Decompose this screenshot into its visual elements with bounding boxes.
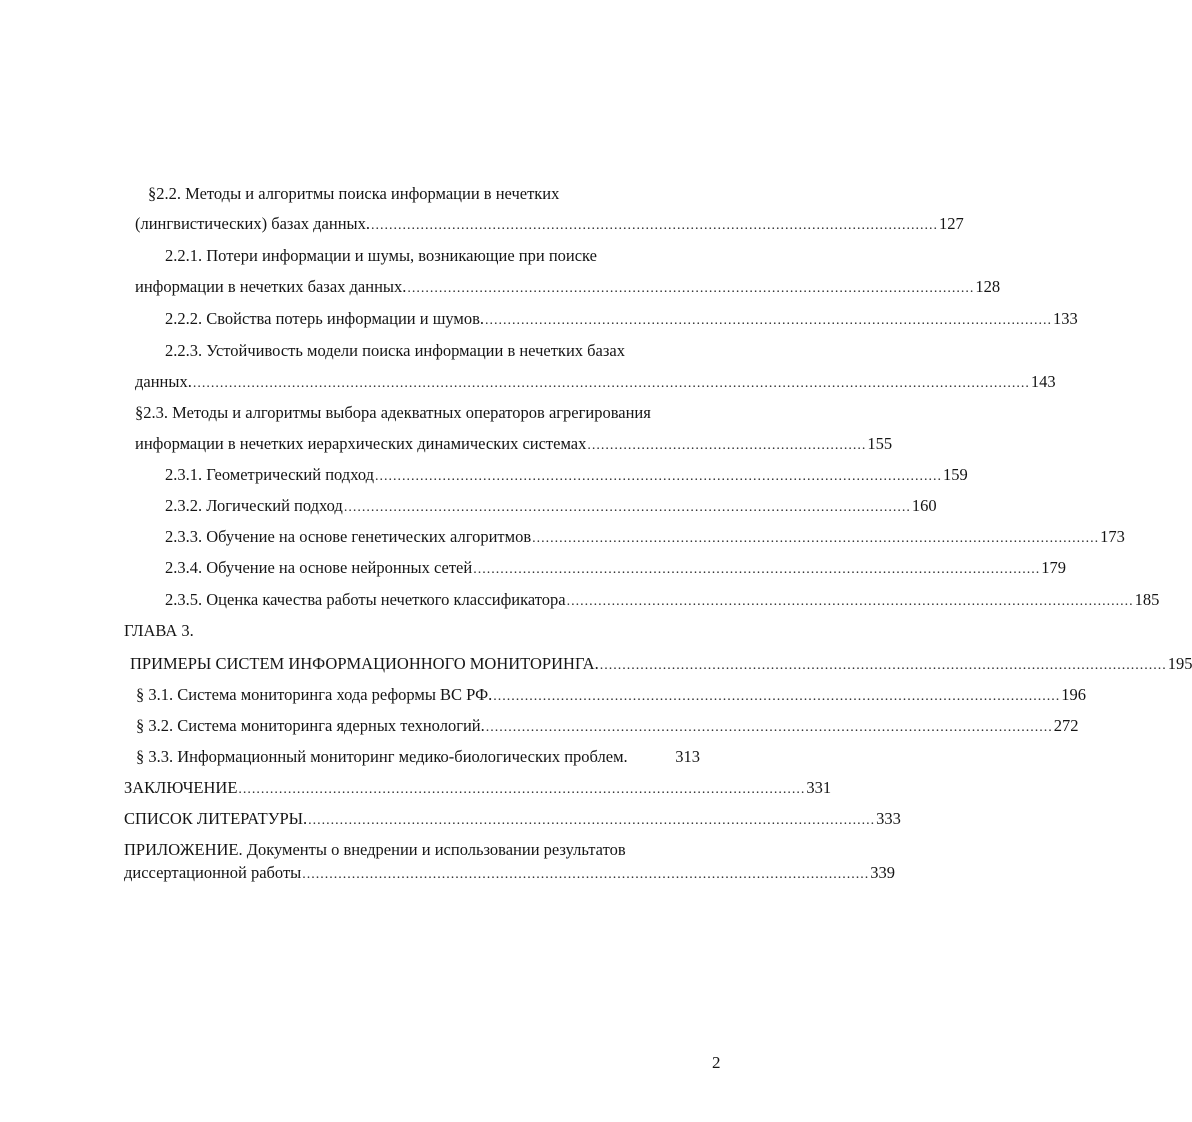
toc-entry-text: 2.2.1. Потери информации и шумы, возникающие при поиске — [165, 246, 597, 265]
toc-entry-text: ПРИМЕРЫ СИСТЕМ ИНФОРМАЦИОННОГО МОНИТОРИНГА. — [130, 654, 599, 673]
dot-leader: .............................................................................................................................. — [473, 562, 1041, 577]
toc-entry-text: ПРИЛОЖЕНИЕ. Документы о внедрении и использовании результатов — [124, 840, 626, 859]
toc-entry-page: 128 — [975, 277, 1001, 296]
toc-entry-page: 159 — [943, 465, 968, 484]
dot-leader: .............................................................................................................................. — [371, 218, 938, 233]
dot-leader: .............................................................................................................................. — [407, 281, 975, 296]
toc-entry-page: 127 — [939, 214, 964, 233]
toc-entry-2-2-1-line1 — [165, 246, 597, 266]
toc-entry-page: 173 — [1100, 527, 1125, 546]
toc-entry-text: § 3.3. Информационный мониторинг медико-биологических проблем. — [136, 747, 628, 766]
toc-entry-2-2-1-line2 — [135, 277, 1001, 297]
toc-conclusion — [124, 778, 832, 798]
toc-entry-2-3-1 — [165, 465, 968, 485]
dot-leader: .............................................................................................................................. — [375, 469, 942, 484]
dot-leader: .............................................................. — [587, 438, 867, 453]
toc-entry-text: СПИСОК ЛИТЕРАТУРЫ. — [124, 809, 308, 828]
toc-entry-2-2-2 — [165, 309, 1078, 329]
toc-entry-text: §2.2. Методы и алгоритмы поиска информации в нечетких — [148, 184, 560, 203]
toc-entry-page: 196 — [1061, 685, 1086, 704]
dot-leader: .............................................................................................................................. — [493, 689, 1061, 704]
toc-entry-text: §2.3. Методы и алгоритмы выбора адекватных операторов агрегирования — [135, 403, 651, 422]
toc-entry-page: 272 — [1053, 716, 1079, 735]
toc-entry-3-2 — [136, 716, 1079, 736]
dot-leader: .......................................................................................................................................................................................... — [192, 376, 1030, 391]
toc-entry-page: 160 — [911, 496, 937, 515]
toc-entry-page: 179 — [1041, 558, 1066, 577]
toc-entry-2-3-5 — [165, 590, 1160, 610]
toc-entry-2-2-3-line1 — [165, 341, 625, 361]
toc-entry-page: 143 — [1030, 372, 1056, 391]
toc-entry-2-2-title-line1 — [148, 184, 559, 204]
toc-entry-text: информации в нечетких иерархических динамических системах — [135, 434, 587, 453]
toc-entry-page: 331 — [806, 778, 832, 797]
toc-entry-page: 333 — [876, 809, 901, 828]
dot-leader: .............................................................................................................................. — [238, 782, 806, 797]
toc-entry-text: 2.3.1. Геометрический подход — [165, 465, 374, 484]
dot-leader: .............................................................................................................................. — [343, 500, 911, 515]
toc-entry-text: § 3.1. Система мониторинга хода реформы ВС РФ. — [136, 685, 493, 704]
dot-leader: .............................................................................................................................. — [302, 867, 870, 882]
toc-entry-2-3-4 — [165, 558, 1066, 578]
toc-entry-2-3-2 — [165, 496, 937, 516]
toc-entry-2-2-title-line2 — [135, 214, 964, 234]
toc-entry-text: информации в нечетких базах данных. — [135, 277, 407, 296]
toc-entry-2-3-title-line1 — [135, 403, 651, 423]
toc-entry-text: § 3.2. Система мониторинга ядерных технологий. — [136, 716, 485, 735]
toc-entry-2-2-3-line2 — [135, 372, 1056, 392]
toc-entry-page: 155 — [867, 434, 893, 453]
toc-entry-page: 195 — [1167, 654, 1192, 673]
dot-leader: .............................................................................................................................. — [566, 594, 1134, 609]
toc-entry-text: ЗАКЛЮЧЕНИЕ — [124, 778, 238, 797]
page-number: 2 — [712, 1053, 721, 1072]
dot-leader: .............................................................................................................................. — [485, 720, 1053, 735]
toc-entry-2-3-title-line2 — [135, 434, 893, 454]
dot-leader: .............................................................................................................................. — [599, 658, 1167, 673]
toc-appendix-line1 — [124, 840, 626, 860]
toc-entry-text: ГЛАВА 3. — [124, 621, 194, 640]
toc-chapter-3-heading — [124, 621, 194, 641]
dot-leader: .............................................................................................................................. — [485, 313, 1053, 328]
dot-leader: .............................................................................................................................. — [532, 531, 1100, 546]
dot-leader: .............................................................................................................................. — [308, 813, 876, 828]
toc-entry-2-3-3 — [165, 527, 1125, 547]
toc-entry-text: 2.3.2. Логический подход — [165, 496, 343, 515]
toc-entry-page: 313 — [675, 747, 700, 766]
toc-entry-page: 133 — [1053, 309, 1078, 328]
toc-entry-text: диссертационной работы — [124, 863, 302, 882]
toc-entry-text: (лингвистических) базах данных. — [135, 214, 370, 233]
toc-entry-3-1 — [136, 685, 1086, 705]
toc-entry-text: 2.3.5. Оценка качества работы нечеткого классификатора — [165, 590, 566, 609]
toc-entry-text: 2.3.3. Обучение на основе генетических алгоритмов — [165, 527, 532, 546]
toc-entry-text: 2.3.4. Обучение на основе нейронных сетей — [165, 558, 473, 577]
toc-bibliography — [124, 809, 901, 829]
toc-chapter-3-title — [130, 654, 1192, 674]
toc-entry-page: 339 — [870, 863, 895, 882]
toc-entry-page: 185 — [1134, 590, 1160, 609]
toc-entry-text: 2.2.2. Свойства потерь информации и шумов. — [165, 309, 485, 328]
toc-appendix-line2 — [124, 863, 895, 883]
toc-entry-3-3 — [136, 747, 700, 767]
toc-entry-text: 2.2.3. Устойчивость модели поиска информации в нечетких базах — [165, 341, 625, 360]
toc-entry-text: данных. — [135, 372, 192, 391]
